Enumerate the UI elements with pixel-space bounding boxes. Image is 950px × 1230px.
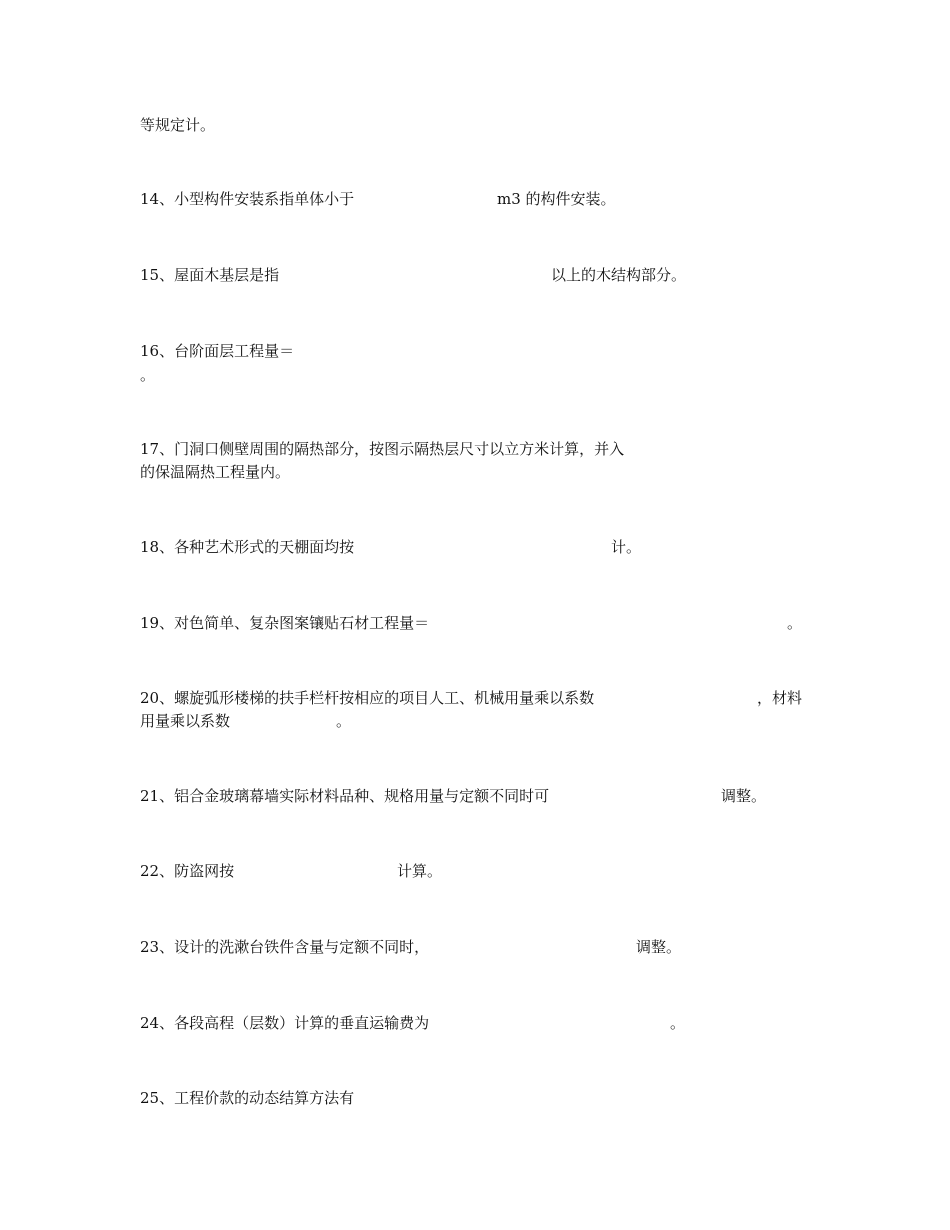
question-20-text-end: 。 — [336, 712, 352, 730]
question-18-text: 18、各种艺术形式的天棚面均按 — [140, 538, 355, 556]
question-22-text-end: 计算。 — [397, 862, 443, 880]
question-16-text-end: 。 — [140, 366, 156, 384]
question-22-text: 22、防盗网按 — [140, 862, 235, 880]
question-14-text-end: m3 的构件安装。 — [497, 190, 616, 208]
question-14-text: 14、小型构件安装系指单体小于 — [140, 190, 355, 208]
question-15-text-end: 以上的木结构部分。 — [551, 266, 687, 284]
question-17-text: 17、门洞口侧壁周围的隔热部分，按图示隔热层尺寸以立方米计算，并入 — [140, 440, 625, 458]
question-21-text: 21、铝合金玻璃幕墙实际材料品种、规格用量与定额不同时可 — [140, 787, 550, 805]
question-19-text-end: 。 — [787, 614, 803, 632]
question-19-text: 19、对色简单、复杂图案镶贴石材工程量＝ — [140, 614, 430, 632]
question-20-text-line2: 用量乘以系数 — [140, 712, 231, 730]
question-20-text: 20、螺旋弧形楼梯的扶手栏杆按相应的项目人工、机械用量乘以系数 — [140, 689, 595, 707]
question-21-text-end: 调整。 — [721, 787, 767, 805]
question-23-text-end: 调整。 — [636, 938, 682, 956]
text-line-continuation: 等规定计。 — [140, 116, 216, 134]
question-24-text: 24、各段高程（层数）计算的垂直运输费为 — [140, 1014, 430, 1032]
question-16-text: 16、台阶面层工程量＝ — [140, 342, 295, 360]
question-24-text-end: 。 — [670, 1014, 686, 1032]
question-20-text-mid: ，材料 — [757, 689, 803, 707]
question-25-text: 25、工程价款的动态结算方法有 — [140, 1089, 355, 1107]
question-23-text: 23、设计的洗漱台铁件含量与定额不同时， — [140, 938, 430, 956]
question-18-text-end: 计。 — [611, 538, 642, 556]
question-17-text-end: 的保温隔热工程量内。 — [140, 463, 291, 481]
question-15-text: 15、屋面木基层是指 — [140, 266, 280, 284]
